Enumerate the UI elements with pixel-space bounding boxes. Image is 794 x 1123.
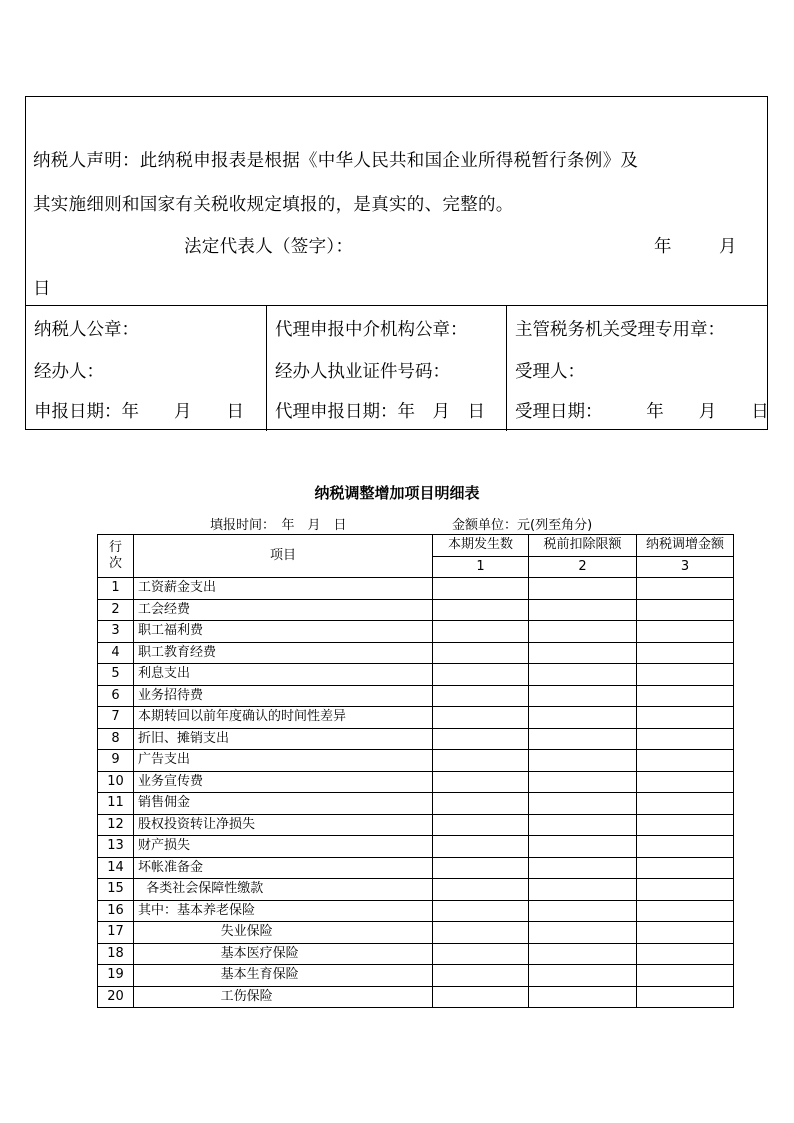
column-number-2: 2: [529, 556, 637, 578]
deduction-limit-cell[interactable]: [529, 900, 637, 922]
table-row: [98, 771, 734, 793]
column-number-3: 3: [637, 556, 734, 578]
table-row: [98, 814, 734, 836]
table-row: [98, 578, 734, 600]
current-amount-header: 本期发生数: [433, 535, 529, 557]
current-amount-cell[interactable]: [433, 857, 529, 879]
table-row: [98, 879, 734, 901]
current-amount-cell[interactable]: [433, 728, 529, 750]
item-name: 基本医疗保险: [134, 943, 433, 965]
table-row: [98, 943, 734, 965]
authority-seal-label: 主管税务机关受理专用章：: [515, 320, 725, 340]
declaration-line-1: 纳税人声明：此纳税申报表是根据《中华人民共和国企业所得税暂行条例》及: [33, 151, 639, 171]
item-name: 广告支出: [134, 750, 433, 772]
taxpayer-handler-label: 经办人：: [34, 362, 104, 382]
item-name: 折旧、摊销支出: [134, 728, 433, 750]
current-amount-cell[interactable]: [433, 771, 529, 793]
table-row: [98, 922, 734, 944]
current-amount-cell[interactable]: [433, 879, 529, 901]
table-row: [98, 857, 734, 879]
row-number: 13: [98, 836, 134, 858]
current-amount-cell[interactable]: [433, 836, 529, 858]
declaration-date-label: 申报日期：年 月 日: [34, 402, 244, 422]
adjustment-amount-cell[interactable]: [637, 814, 734, 836]
row-number: 16: [98, 900, 134, 922]
current-amount-cell[interactable]: [433, 578, 529, 600]
adjustment-amount-cell[interactable]: [637, 750, 734, 772]
fill-time-label: 填报时间： 年 月 日: [210, 518, 347, 533]
adjustment-amount-cell[interactable]: [637, 965, 734, 987]
adjustment-amount-cell[interactable]: [637, 771, 734, 793]
row-number: 18: [98, 943, 134, 965]
table-row: [98, 750, 734, 772]
adjustment-amount-cell[interactable]: [637, 943, 734, 965]
deduction-limit-cell[interactable]: [529, 599, 637, 621]
current-amount-cell[interactable]: [433, 986, 529, 1008]
table-row: [98, 599, 734, 621]
table-row: [98, 900, 734, 922]
table-row: [98, 728, 734, 750]
item-name: 坏帐准备金: [134, 857, 433, 879]
item-name: 销售佣金: [134, 793, 433, 815]
deduction-limit-cell[interactable]: [529, 621, 637, 643]
item-name: 本期转回以前年度确认的时间性差异: [134, 707, 433, 729]
deduction-limit-cell[interactable]: [529, 793, 637, 815]
item-name: 其中：基本养老保险: [134, 900, 433, 922]
signature-year: 年: [654, 237, 672, 257]
deduction-limit-cell[interactable]: [529, 578, 637, 600]
current-amount-cell[interactable]: [433, 642, 529, 664]
signature-month: 月: [719, 237, 737, 257]
item-name: 股权投资转让净损失: [134, 814, 433, 836]
deduction-limit-cell[interactable]: [529, 986, 637, 1008]
declaration-box: [25, 96, 768, 430]
adjustment-amount-cell[interactable]: [637, 578, 734, 600]
row-number: 8: [98, 728, 134, 750]
row-number: 10: [98, 771, 134, 793]
item-name: 各类社会保障性缴款: [134, 879, 433, 901]
row-number-header: [98, 535, 134, 578]
item-name: 失业保险: [134, 922, 433, 944]
current-amount-cell[interactable]: [433, 599, 529, 621]
column-number-1: 1: [433, 556, 529, 578]
item-name: 基本生育保险: [134, 965, 433, 987]
deduction-limit-cell[interactable]: [529, 943, 637, 965]
current-amount-cell[interactable]: [433, 750, 529, 772]
signature-day: 日: [33, 279, 51, 299]
row-number-header-line2: 次: [108, 556, 122, 571]
deduction-limit-cell[interactable]: [529, 879, 637, 901]
adjustment-amount-cell[interactable]: [637, 642, 734, 664]
taxpayer-seal-column: [26, 306, 266, 431]
detail-table-title: 纳税调整增加项目明细表: [314, 484, 480, 502]
table-row: [98, 707, 734, 729]
current-amount-cell[interactable]: [433, 793, 529, 815]
row-number: 17: [98, 922, 134, 944]
tax-authority-seal-column: [506, 306, 767, 431]
adjustment-amount-cell[interactable]: [637, 664, 734, 686]
adjustment-amount-cell[interactable]: [637, 793, 734, 815]
current-amount-cell[interactable]: [433, 707, 529, 729]
deduction-limit-cell[interactable]: [529, 664, 637, 686]
current-amount-cell[interactable]: [433, 685, 529, 707]
adjustment-amount-cell[interactable]: [637, 621, 734, 643]
item-name: 工伤保险: [134, 986, 433, 1008]
row-number: 6: [98, 685, 134, 707]
deduction-limit-cell[interactable]: [529, 922, 637, 944]
deduction-limit-cell[interactable]: [529, 642, 637, 664]
adjustment-amount-cell[interactable]: [637, 599, 734, 621]
current-amount-cell[interactable]: [433, 664, 529, 686]
table-row: [98, 986, 734, 1008]
item-name: 业务招待费: [134, 685, 433, 707]
row-number: 7: [98, 707, 134, 729]
deduction-limit-header: 税前扣除限额: [529, 535, 637, 557]
deduction-limit-cell[interactable]: [529, 707, 637, 729]
row-number: 1: [98, 578, 134, 600]
item-name: 职工教育经费: [134, 642, 433, 664]
row-number: 5: [98, 664, 134, 686]
row-number: 3: [98, 621, 134, 643]
receipt-date-label: 受理日期： 年 月 日: [515, 402, 769, 422]
item-name: 利息支出: [134, 664, 433, 686]
deduction-limit-cell[interactable]: [529, 836, 637, 858]
deduction-limit-cell[interactable]: [529, 750, 637, 772]
current-amount-cell[interactable]: [433, 943, 529, 965]
table-row: [98, 642, 734, 664]
deduction-limit-cell[interactable]: [529, 857, 637, 879]
adjustment-amount-cell[interactable]: [637, 879, 734, 901]
table-row: [98, 965, 734, 987]
row-number: 20: [98, 986, 134, 1008]
adjustment-amount-cell[interactable]: [637, 922, 734, 944]
declaration-line-2: 其实施细则和国家有关税收规定填报的，是真实的、完整的。: [33, 195, 514, 215]
table-row: [98, 685, 734, 707]
taxpayer-declaration: [26, 97, 767, 305]
deduction-limit-cell[interactable]: [529, 965, 637, 987]
adjustment-amount-cell[interactable]: [637, 857, 734, 879]
legal-rep-signature-label: 法定代表人（签字）：: [184, 237, 354, 257]
deduction-limit-cell[interactable]: [529, 814, 637, 836]
adjustment-amount-cell[interactable]: [637, 685, 734, 707]
row-number: 9: [98, 750, 134, 772]
agent-license-label: 经办人执业证件号码：: [275, 362, 450, 382]
row-number: 19: [98, 965, 134, 987]
current-amount-cell[interactable]: [433, 814, 529, 836]
current-amount-cell[interactable]: [433, 922, 529, 944]
adjustment-amount-cell[interactable]: [637, 900, 734, 922]
deduction-limit-cell[interactable]: [529, 728, 637, 750]
adjustment-detail-table: [97, 534, 734, 1008]
current-amount-cell[interactable]: [433, 621, 529, 643]
deduction-limit-cell[interactable]: [529, 771, 637, 793]
table-row: [98, 836, 734, 858]
agent-seal-label: 代理申报中介机构公章：: [275, 320, 468, 340]
row-number: 4: [98, 642, 134, 664]
amount-unit-label: 金额单位：元(列至角分): [452, 518, 593, 533]
item-name: 职工福利费: [134, 621, 433, 643]
row-number-header-line1: 行: [108, 540, 122, 555]
receiver-label: 受理人：: [515, 362, 585, 382]
current-amount-cell[interactable]: [433, 965, 529, 987]
item-name: 财产损失: [134, 836, 433, 858]
adjustment-amount-cell[interactable]: [637, 728, 734, 750]
row-number: 2: [98, 599, 134, 621]
adjustment-amount-cell[interactable]: [637, 986, 734, 1008]
agent-date-label: 代理申报日期：年 月 日: [275, 402, 485, 422]
agent-seal-column: [266, 306, 506, 431]
item-name: 工资薪金支出: [134, 578, 433, 600]
row-number: 15: [98, 879, 134, 901]
seal-section: [26, 305, 767, 431]
table-row: [98, 664, 734, 686]
item-header: 项目: [134, 535, 433, 578]
adjustment-amount-cell[interactable]: [637, 836, 734, 858]
table-header-row: [98, 535, 734, 557]
deduction-limit-cell[interactable]: [529, 685, 637, 707]
current-amount-cell[interactable]: [433, 900, 529, 922]
item-name: 工会经费: [134, 599, 433, 621]
item-name: 业务宣传费: [134, 771, 433, 793]
taxpayer-seal-label: 纳税人公章：: [34, 320, 139, 340]
adjustment-amount-cell[interactable]: [637, 707, 734, 729]
adjustment-amount-header: 纳税调增金额: [637, 535, 734, 557]
row-number: 11: [98, 793, 134, 815]
row-number: 12: [98, 814, 134, 836]
table-row: [98, 793, 734, 815]
table-row: [98, 621, 734, 643]
row-number: 14: [98, 857, 134, 879]
